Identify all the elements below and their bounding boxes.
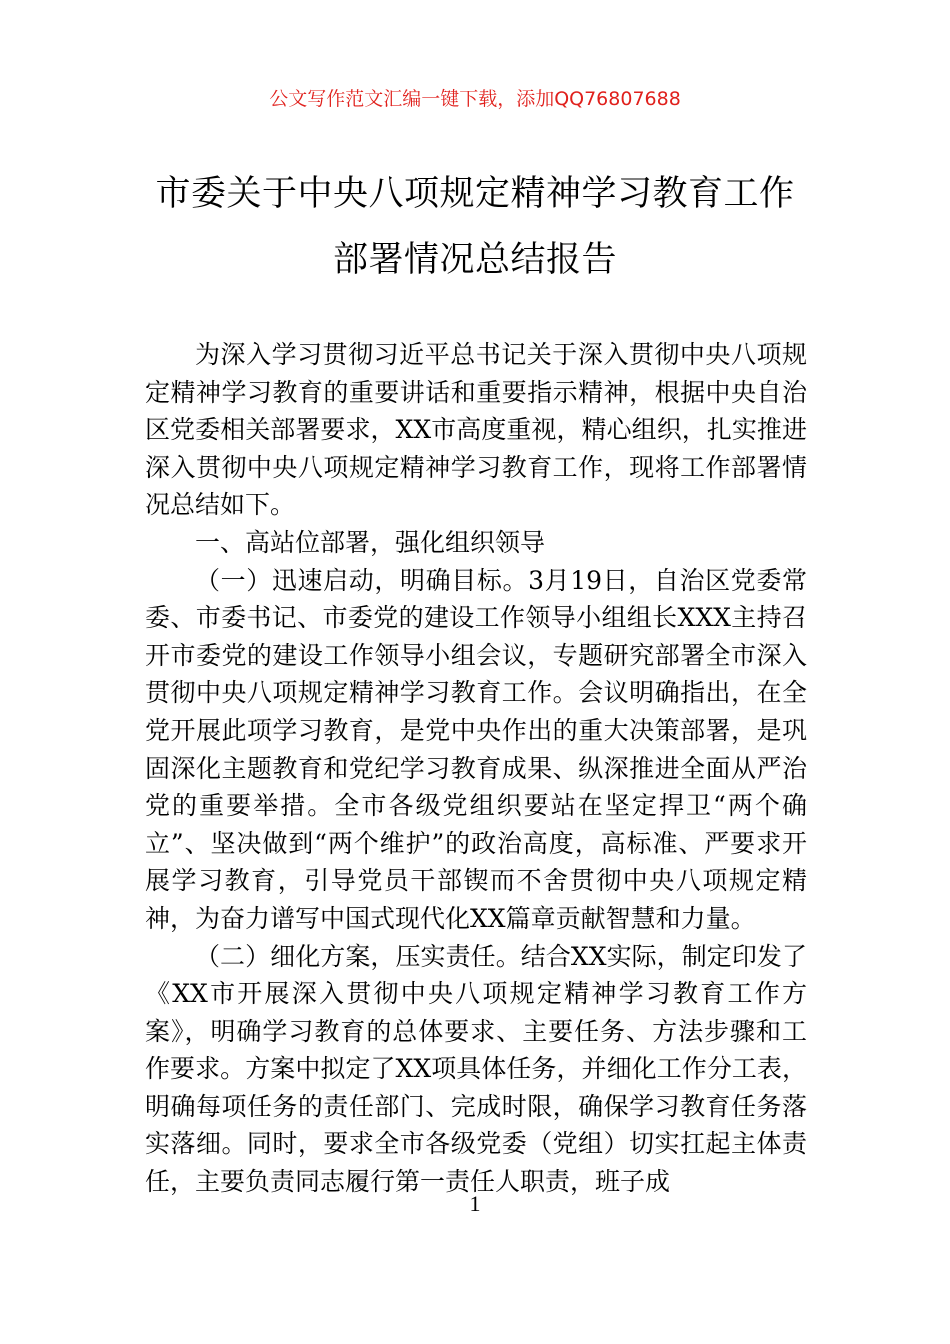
page-number: 1 <box>469 1191 481 1216</box>
subsection-1-paragraph: （一）迅速启动，明确目标。3月19日，自治区党委常委、市委书记、市委党的建设工作领导小组组长XXX主持召开市委党的建设工作领导小组会议，专题研究部署全市深入贯彻中央八项规定精神学习教育工作。会议明确指出，在全党开展此项学习教育，是党中央作出的重大决策部署，是巩固深化主题教育和党纪学习教育成果、纵深推进全面从严治党的重要举措。全市各级党组织要站在坚定捍卫“两个确立”、坚决做到“两个维护”的政治高度，高标准、严要求开展学习教育，引导党员干部锲而不舍贯彻中央八项规定精神，为奋力谱写中国式现代化XX篇章贡献智慧和力量。 <box>145 565 807 933</box>
document-body <box>145 336 807 1201</box>
document-title-line-1: 市委关于中央八项规定精神学习教育工作 <box>155 174 795 214</box>
intro-paragraph: 为深入学习贯彻习近平总书记关于深入贯彻中央八项规定精神学习教育的重要讲话和重要指示精神，根据中央自治区党委相关部署要求，XX市高度重视，精心组织，扎实推进深入贯彻中央八项规定精神学习教育工作，现将工作部署情况总结如下。 <box>145 340 807 520</box>
section-heading-1: 一、高站位部署，强化组织领导 <box>195 527 546 557</box>
download-banner: 公文写作范文汇编一键下载，添加QQ76807688 <box>269 88 681 110</box>
subsection-2-paragraph: （二）细化方案，压实责任。结合XX实际，制定印发了《XX市开展深入贯彻中央八项规定精神学习教育工作方案》，明确学习教育的总体要求、主要任务、方法步骤和工作要求。方案中拟定了XX项具体任务，并细化工作分工表，明确每项任务的责任部门、完成时限，确保学习教育任务落实落细。同时，要求全市各级党委（党组）切实扛起主体责任，主要负责同志履行第一责任人职责，班子成 <box>145 941 807 1197</box>
document-title-line-2: 部署情况总结报告 <box>332 240 617 280</box>
